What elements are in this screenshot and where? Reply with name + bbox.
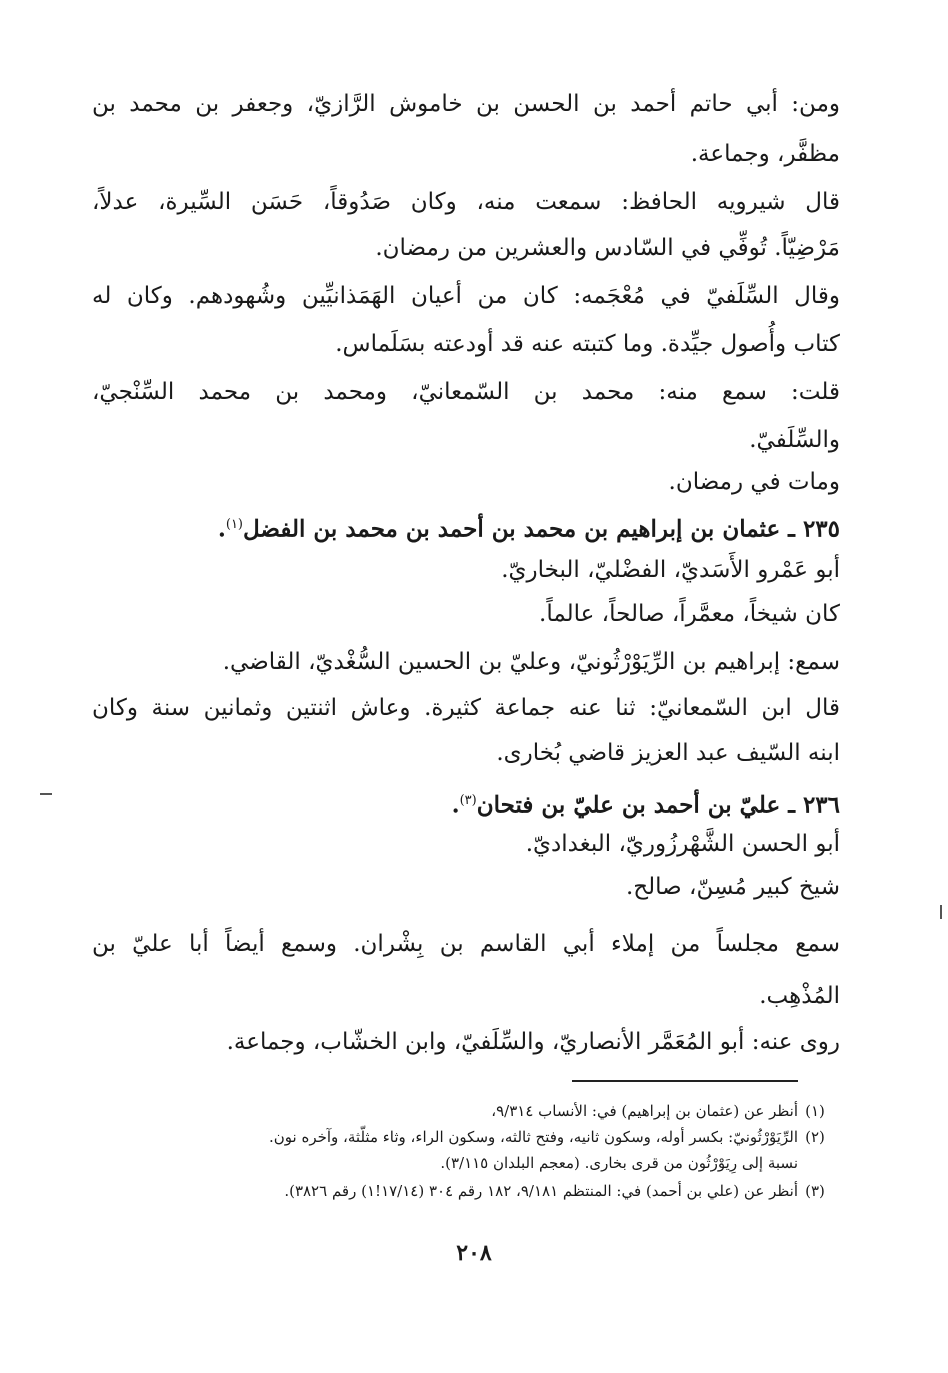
scan-mark	[940, 905, 942, 919]
text-line: قال ابن السّمعانيّ: ثنا عنه جماعة كثيرة. وعاش اثنتين وثمانين سنة وكان	[92, 695, 840, 721]
text-line: أبو عَمْرو الأَسَديّ، الفضْليّ، البخاريّ.	[501, 557, 840, 583]
text-line: كتاب وأُصول جيِّدة. وما كتبته عنه قد أودعته بسَلَماس.	[335, 331, 840, 357]
footnote-text: أنظر عن (عثمان بن إبراهيم) في: الأنساب ٩/٣١٤،	[491, 1102, 798, 1120]
text-line: سمع مجلساً من إملاء أبي القاسم بن بِشْران. وسمع أيضاً أبا عليّ بن	[92, 931, 840, 957]
text-line: ابنه السّيف عبد العزيز قاضي بُخارى.	[496, 740, 840, 766]
entry-title: ٢٣٥ ـ عثمان بن إبراهيم بن محمد بن أحمد بن محمد بن الفضل	[243, 515, 840, 543]
entry-heading-236: ٢٣٦ ـ عليّ بن أحمد بن عليّ بن فتحان$^{(٣)}$.	[451, 791, 840, 819]
text-line: مَرْضِيّاً. تُوفِّي في السّادس والعشرين من رمضان.	[375, 235, 840, 261]
text-line: كان شيخاً، معمَّراً، صالحاً، عالماً.	[539, 601, 840, 627]
scan-mark	[40, 793, 52, 795]
text-line: وقال السِّلَفيّ في مُعْجَمه: كان من أعيان الهَمَذانيِّين وشُهودهم. وكان له	[92, 283, 840, 309]
text-line: سمع: إبراهيم بن الرِّيَوْرْثُونيّ، وعليّ بن الحسين السُّغْديّ، القاضي.	[222, 649, 840, 675]
text-line: قال شيرويه الحافظ: سمعت منه، وكان صَدُوقاً، حَسَن السِّيرة، عدلاً،	[92, 189, 840, 215]
footnote-ref[interactable]: (١)	[225, 517, 243, 532]
text-line: المُذْهِب.	[759, 983, 840, 1009]
footnote-text: نسبة إلى رِيَوْرْثُون من قرى بخارى. (معجم البلدان ٣/١١٥).	[440, 1154, 798, 1172]
text-line: والسِّلَفيّ.	[749, 427, 840, 453]
footnote-number: (٢)	[805, 1128, 825, 1146]
footnote-text: الرِّيَوْرْثُونيّ: بكسر أوله، وسكون ثانيه، وفتح ثالثه، وسكون الراء، وثاء مثلّثة، وآخره نون.	[268, 1128, 798, 1146]
text-line: قلت: سمع منه: محمد بن السّمعانيّ، ومحمد بن محمد السِّنْجيّ،	[92, 379, 840, 405]
page-number: ٢٠٨	[456, 1240, 492, 1266]
footnote-ref[interactable]: (٣)	[459, 793, 477, 808]
footnote-number: (١)	[805, 1102, 825, 1120]
text-line: شيخ كبير مُسِنّ، صالح.	[626, 874, 840, 900]
entry-heading-235: ٢٣٥ ـ عثمان بن إبراهيم بن محمد بن أحمد بن محمد بن الفضل$^{(١)}$.	[217, 515, 840, 543]
text-line: روى عنه: أبو المُعَمَّر الأنصاريّ، والسِّلَفيّ، وابن الخشّاب، وجماعة.	[226, 1029, 840, 1055]
entry-title: ٢٣٦ ـ عليّ بن أحمد بن عليّ بن فتحان	[476, 791, 840, 819]
footnote-separator	[572, 1080, 798, 1082]
footnote-text: أنظر عن (علي بن أحمد) في: المنتظم ٩/١٨١، ١٨٢ رقم ٣٠٤ (١٧/١٤!١) رقم ٣٨٢٦).	[284, 1182, 798, 1200]
text-line: ومن: أبي حاتم أحمد بن الحسن بن خاموش الرَّازيّ، وجعفر بن محمد بن	[92, 91, 840, 117]
text-line: أبو الحسن الشَّهْرزُوريّ، البغداديّ.	[525, 831, 840, 857]
text-line: مظفَّر، وجماعة.	[690, 141, 840, 167]
footnote-number: (٣)	[805, 1182, 825, 1200]
text-line: ومات في رمضان.	[668, 469, 840, 495]
